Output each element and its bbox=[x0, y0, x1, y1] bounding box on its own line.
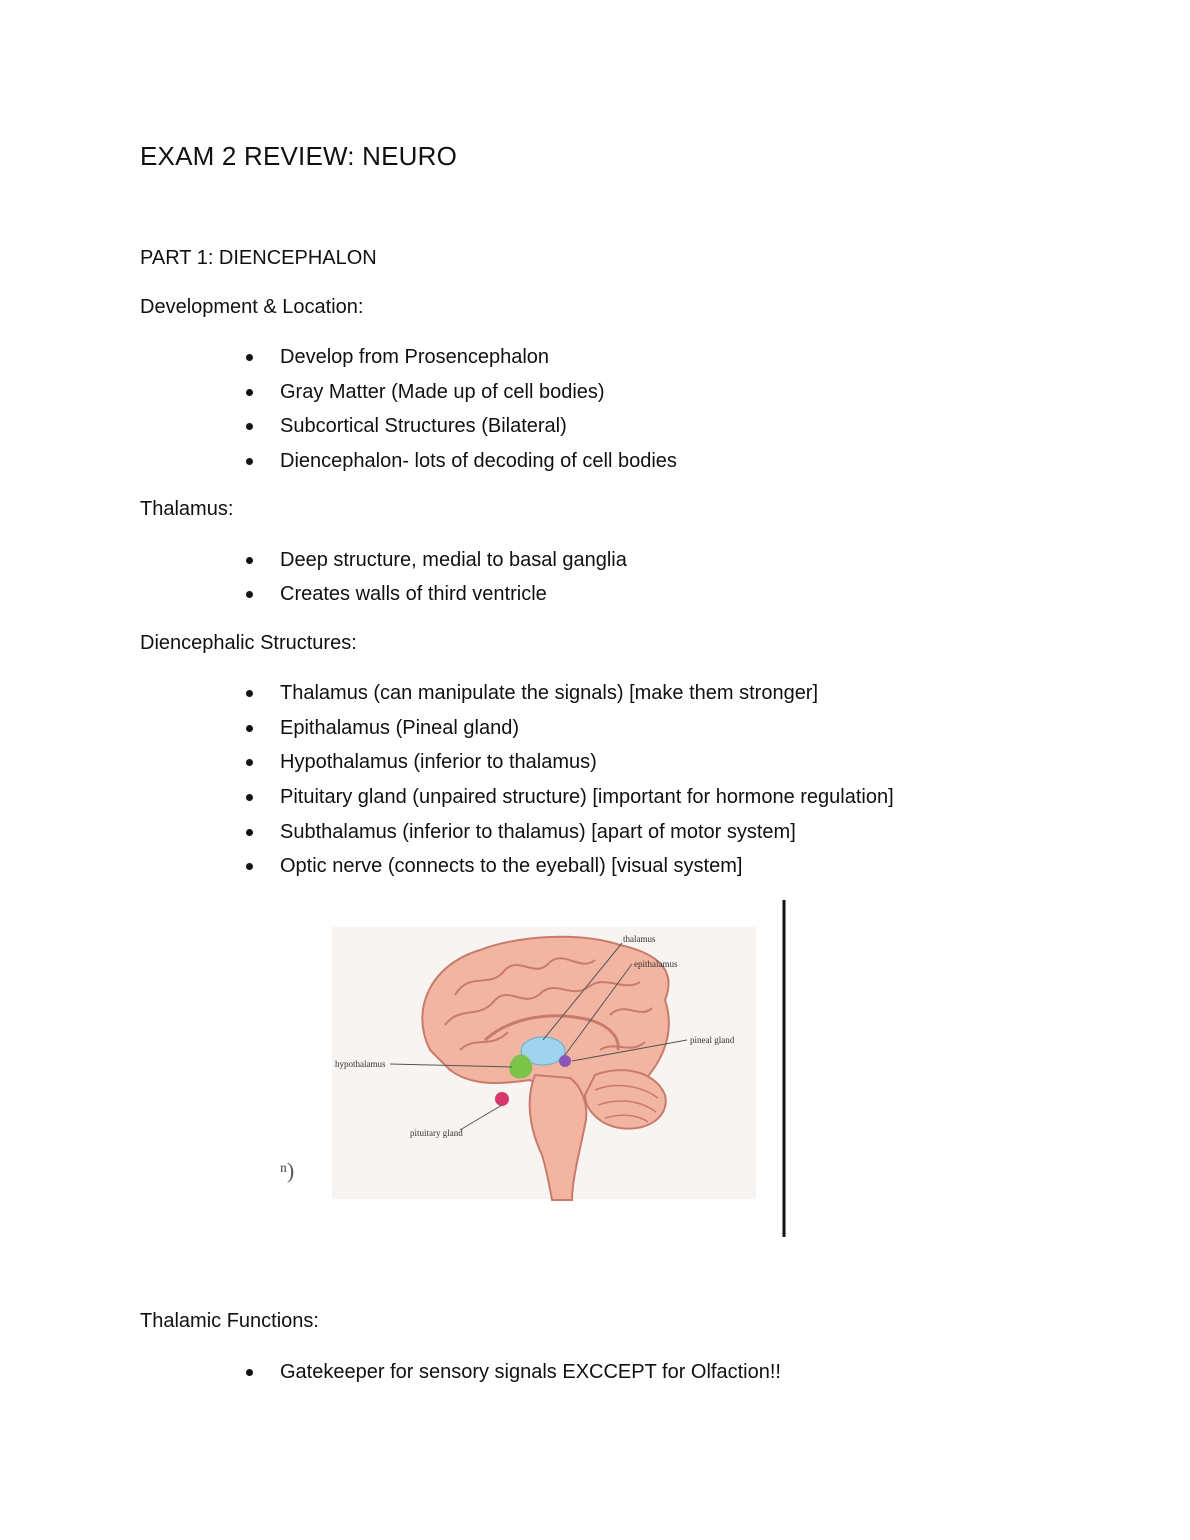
list-item: Hypothalamus (inferior to thalamus) bbox=[244, 750, 894, 774]
list-item: Epithalamus (Pineal gland) bbox=[244, 716, 894, 740]
functions-list bbox=[244, 1360, 781, 1384]
label-hypothalamus: hypothalamus bbox=[335, 1059, 386, 1069]
list-item: Deep structure, medial to basal ganglia bbox=[244, 548, 627, 572]
heading-diencephalic-structures: Diencephalic Structures: bbox=[140, 632, 357, 654]
list-item: Gatekeeper for sensory signals EXCCEPT for Olfaction!! bbox=[244, 1360, 781, 1384]
pituitary-region bbox=[495, 1092, 509, 1106]
list-item: Subcortical Structures (Bilateral) bbox=[244, 414, 677, 438]
heading-thalamus: Thalamus: bbox=[140, 498, 234, 520]
list-item: Develop from Prosencephalon bbox=[244, 345, 677, 369]
heading-thalamic-functions: Thalamic Functions: bbox=[140, 1310, 319, 1332]
page-title: EXAM 2 REVIEW: NEURO bbox=[140, 141, 458, 171]
figure-corner-mark: ⁿ) bbox=[280, 1158, 295, 1183]
thalamus-list bbox=[244, 548, 627, 606]
list-item: Diencephalon- lots of decoding of cell bodies bbox=[244, 449, 677, 473]
list-item: Creates walls of third ventricle bbox=[244, 582, 627, 606]
list-item: Pituitary gland (unpaired structure) [important for hormone regulation] bbox=[244, 785, 894, 809]
heading-development-location: Development & Location: bbox=[140, 296, 364, 318]
label-pituitary-gland: pituitary gland bbox=[410, 1128, 463, 1138]
brain-diagram bbox=[280, 900, 790, 1240]
structures-list bbox=[244, 681, 894, 878]
list-item: Subthalamus (inferior to thalamus) [apart of motor system] bbox=[244, 820, 894, 844]
label-thalamus: thalamus bbox=[623, 934, 656, 944]
list-item: Gray Matter (Made up of cell bodies) bbox=[244, 380, 677, 404]
list-item: Thalamus (can manipulate the signals) [make them stronger] bbox=[244, 681, 894, 705]
development-list bbox=[244, 345, 677, 473]
label-pineal-gland: pineal gland bbox=[690, 1035, 735, 1045]
section-heading-part1: PART 1: DIENCEPHALON bbox=[140, 247, 377, 269]
list-item: Optic nerve (connects to the eyeball) [visual system] bbox=[244, 854, 894, 878]
label-epithalamus: epithalamus bbox=[634, 959, 678, 969]
pineal-region bbox=[559, 1055, 571, 1067]
